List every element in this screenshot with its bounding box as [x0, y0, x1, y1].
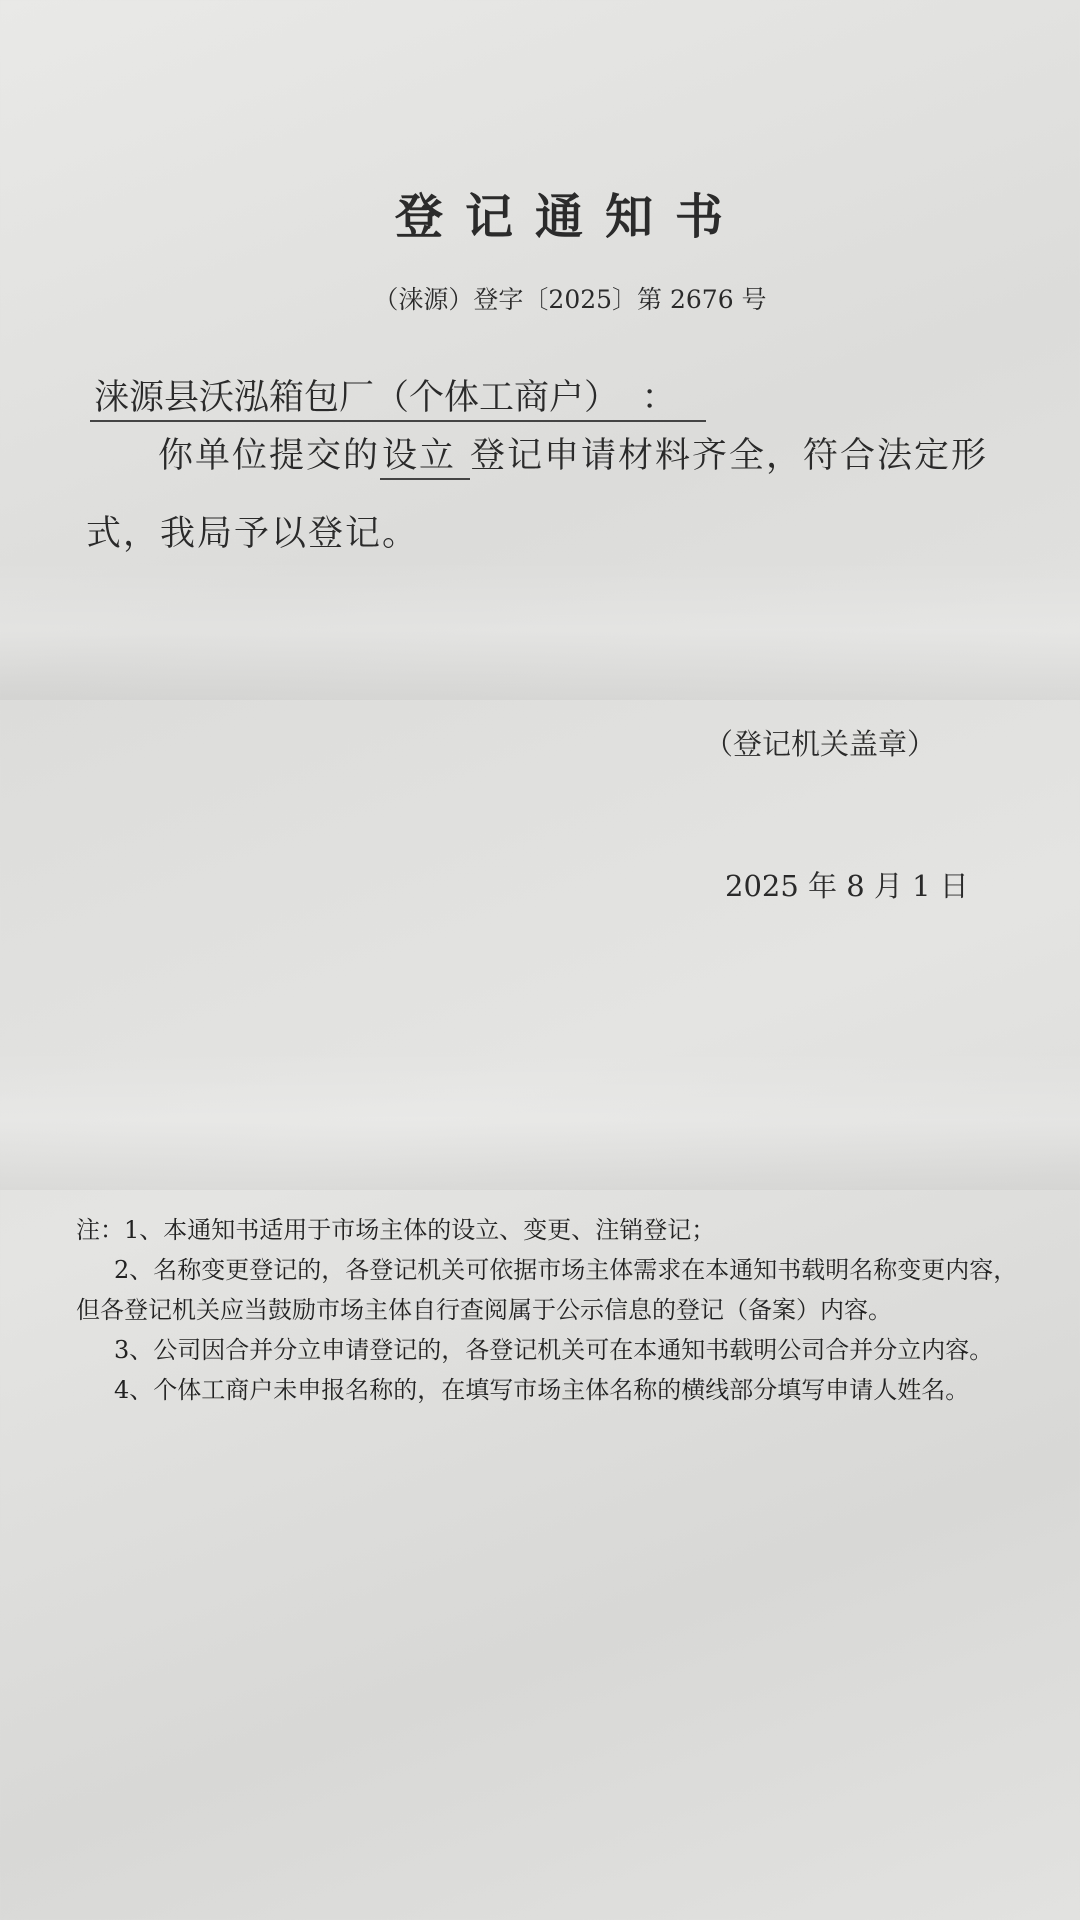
paper-crease: [0, 1050, 1080, 1190]
body-line-2: 式，我局予以登记。: [86, 514, 420, 554]
reference-number: （涞源）登字〔2025〕第 2676 号: [373, 285, 767, 314]
addressee-line: [90, 370, 706, 422]
paper-crease: [0, 560, 1080, 700]
seal-placeholder: （登记机关盖章）: [704, 727, 937, 761]
note-3: 3、公司因合并分立申请登记的，各登记机关可在本通知书载明公司合并分立内容。: [114, 1336, 994, 1364]
note-4: 4、个体工商户未申报名称的，在填写市场主体名称的横线部分填写申请人姓名。: [114, 1376, 970, 1404]
document-title: 登记通知书: [394, 189, 745, 245]
issue-date: 2025 年 8 月 1 日: [725, 869, 969, 903]
body-prefix: 你单位提交的: [158, 436, 381, 476]
addressee-name: 涞源县沃泓箱包厂（个体工商户）: [94, 378, 602, 418]
addressee-colon: ：: [641, 378, 677, 418]
note-1: 注：1、本通知书适用于市场主体的设立、变更、注销登记；: [76, 1216, 716, 1244]
body-suffix: 登记申请材料齐全，符合法定形: [470, 436, 989, 476]
note-2-continued: 但各登记机关应当鼓励市场主体自行查阅属于公示信息的登记（备案）内容。: [76, 1296, 892, 1324]
registration-type: 设立: [380, 428, 470, 480]
note-2: 2、名称变更登记的，各登记机关可依据市场主体需求在本通知书载明名称变更内容，: [114, 1256, 1018, 1284]
body-line-1: [158, 428, 988, 480]
